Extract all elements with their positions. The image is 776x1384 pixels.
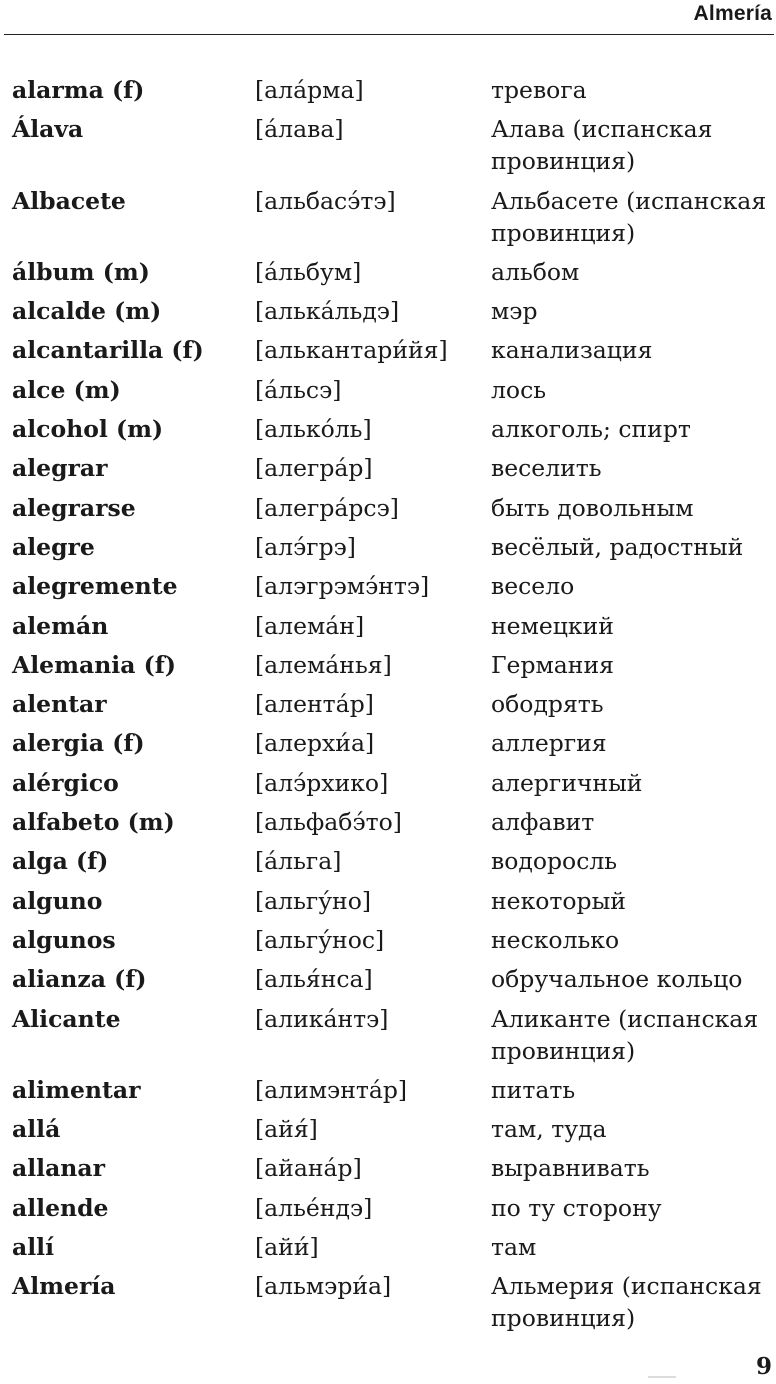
entry-pronunciation: [алика́нтэ]	[255, 1004, 389, 1033]
entry-translation: веселить	[491, 454, 602, 483]
entry-word: algunos	[12, 925, 116, 954]
entry-pronunciation: [альгу́нос]	[255, 925, 385, 954]
entry-pronunciation: [алье́ндэ]	[255, 1193, 373, 1222]
entry-word: alcohol (m)	[12, 415, 164, 444]
entry-translation: быть довольным	[491, 493, 694, 522]
entry-pronunciation: [алегра́рсэ]	[255, 493, 399, 522]
entry-translation: Аликанте (испанская провинция)	[491, 1004, 759, 1065]
entry-word: alianza (f)	[12, 965, 147, 994]
dictionary-entry	[12, 649, 772, 681]
entry-word: alegrar	[12, 454, 108, 483]
entry-translation: аллергия	[491, 729, 607, 758]
entry-pronunciation: [алента́р]	[255, 690, 374, 719]
entry-pronunciation: [алькантари́йя]	[255, 336, 448, 365]
dictionary-entry	[12, 452, 772, 484]
dictionary-entry	[12, 185, 772, 249]
dictionary-entry	[12, 963, 772, 995]
entry-word: alfabeto (m)	[12, 808, 175, 837]
entry-word: Álava	[12, 115, 84, 144]
running-head: Almería	[693, 2, 772, 25]
entry-translation: алкоголь; спирт	[491, 415, 691, 444]
entry-pronunciation: [алэгрэмэ́нтэ]	[255, 572, 430, 601]
entry-translation: лось	[491, 375, 547, 404]
entry-translation: тревога	[491, 76, 587, 104]
entry-translation: там	[491, 1233, 537, 1262]
entry-pronunciation: [алья́нса]	[255, 965, 373, 994]
entry-pronunciation: [алимэнта́р]	[255, 1075, 408, 1104]
entry-translation: алфавит	[491, 808, 595, 837]
entry-pronunciation: [алэ́грэ]	[255, 532, 356, 561]
dictionary-entry	[12, 1074, 772, 1106]
entry-word: Alicante	[12, 1004, 121, 1033]
entry-word: álbum (m)	[12, 257, 150, 286]
entry-pronunciation: [альгу́но]	[255, 886, 372, 915]
entry-pronunciation: [а́лава]	[255, 115, 344, 144]
entry-pronunciation: [ала́рма]	[255, 76, 364, 104]
entry-translation: Алава (испанская провинция)	[491, 115, 713, 176]
dictionary-entry	[12, 610, 772, 642]
entry-word: alergia (f)	[12, 729, 145, 758]
dictionary-entries	[12, 74, 772, 1342]
entry-word: alentar	[12, 690, 107, 719]
footer-mark	[648, 1376, 676, 1378]
dictionary-entry	[12, 845, 772, 877]
dictionary-entry	[12, 1003, 772, 1067]
entry-translation: некоторый	[491, 886, 626, 915]
dictionary-entry	[12, 256, 772, 288]
entry-pronunciation: [алька́льдэ]	[255, 297, 400, 326]
header-rule	[4, 34, 774, 35]
entry-translation: водоросль	[491, 847, 618, 876]
dictionary-entry	[12, 1231, 772, 1263]
entry-word: alga (f)	[12, 847, 109, 876]
entry-word: alarma (f)	[12, 76, 145, 104]
entry-translation: питать	[491, 1075, 576, 1104]
entry-pronunciation: [алема́н]	[255, 611, 365, 640]
entry-pronunciation: [алэ́рхико]	[255, 768, 389, 797]
entry-pronunciation: [альфабэ́то]	[255, 808, 402, 837]
entry-word: Albacete	[12, 186, 126, 215]
entry-word: alcalde (m)	[12, 297, 162, 326]
dictionary-entry	[12, 924, 772, 956]
entry-word: alcantarilla (f)	[12, 336, 204, 365]
dictionary-entry	[12, 492, 772, 524]
entry-pronunciation: [алегра́р]	[255, 454, 373, 483]
entry-word: allá	[12, 1115, 61, 1144]
entry-pronunciation: [альбасэ́тэ]	[255, 186, 396, 215]
dictionary-entry	[12, 531, 772, 563]
dictionary-entry	[12, 74, 772, 106]
entry-pronunciation: [айя́]	[255, 1115, 318, 1144]
entry-word: alegrarse	[12, 493, 136, 522]
dictionary-entry	[12, 806, 772, 838]
entry-word: Alemania (f)	[12, 650, 176, 679]
entry-word: allende	[12, 1193, 109, 1222]
entry-translation: Альмерия (испанская провинция)	[491, 1272, 762, 1333]
dictionary-entry	[12, 1152, 772, 1184]
dictionary-entry	[12, 113, 772, 177]
entry-translation: весёлый, радостный	[491, 532, 744, 561]
entry-translation: немецкий	[491, 611, 614, 640]
entry-translation: альбом	[491, 257, 580, 286]
entry-word: alce (m)	[12, 375, 121, 404]
dictionary-entry	[12, 767, 772, 799]
entry-word: alérgico	[12, 768, 119, 797]
entry-pronunciation: [алько́ль]	[255, 415, 372, 444]
dictionary-entry	[12, 688, 772, 720]
entry-word: allanar	[12, 1154, 106, 1183]
dictionary-entry	[12, 570, 772, 602]
entry-pronunciation: [а́льсэ]	[255, 375, 342, 404]
dictionary-entry	[12, 1113, 772, 1145]
entry-pronunciation: [алема́нья]	[255, 650, 392, 679]
entry-pronunciation: [айана́р]	[255, 1154, 362, 1183]
dictionary-entry	[12, 374, 772, 406]
dictionary-entry	[12, 413, 772, 445]
dictionary-entry	[12, 1270, 772, 1334]
entry-pronunciation: [а́льбум]	[255, 257, 362, 286]
entry-translation: выравнивать	[491, 1154, 650, 1183]
entry-word: alegremente	[12, 572, 178, 601]
entry-translation: несколько	[491, 925, 620, 954]
entry-pronunciation: [алерхи́а]	[255, 729, 375, 758]
entry-translation: весело	[491, 572, 575, 601]
page-number: 9	[755, 1353, 772, 1380]
dictionary-entry	[12, 885, 772, 917]
entry-translation: алергичный	[491, 768, 643, 797]
entry-word: alguno	[12, 886, 103, 915]
dictionary-entry	[12, 727, 772, 759]
entry-translation: обручальное кольцо	[491, 965, 743, 994]
dictionary-entry	[12, 1192, 772, 1224]
dictionary-entry	[12, 295, 772, 327]
entry-translation: Альбасете (испанская провинция)	[491, 186, 767, 247]
dictionary-entry	[12, 334, 772, 366]
entry-word: Almería	[12, 1272, 116, 1301]
entry-translation: ободрять	[491, 690, 604, 719]
entry-word: alemán	[12, 611, 109, 640]
entry-pronunciation: [альмэри́а]	[255, 1272, 392, 1301]
entry-pronunciation: [айи́]	[255, 1233, 319, 1262]
entry-word: allí	[12, 1233, 55, 1262]
entry-translation: по ту сторону	[491, 1193, 662, 1222]
entry-word: alimentar	[12, 1075, 141, 1104]
entry-translation: канализация	[491, 336, 653, 365]
entry-pronunciation: [а́льга]	[255, 847, 342, 876]
entry-translation: мэр	[491, 297, 538, 326]
entry-translation: там, туда	[491, 1115, 607, 1144]
entry-word: alegre	[12, 532, 95, 561]
entry-translation: Германия	[491, 650, 614, 679]
